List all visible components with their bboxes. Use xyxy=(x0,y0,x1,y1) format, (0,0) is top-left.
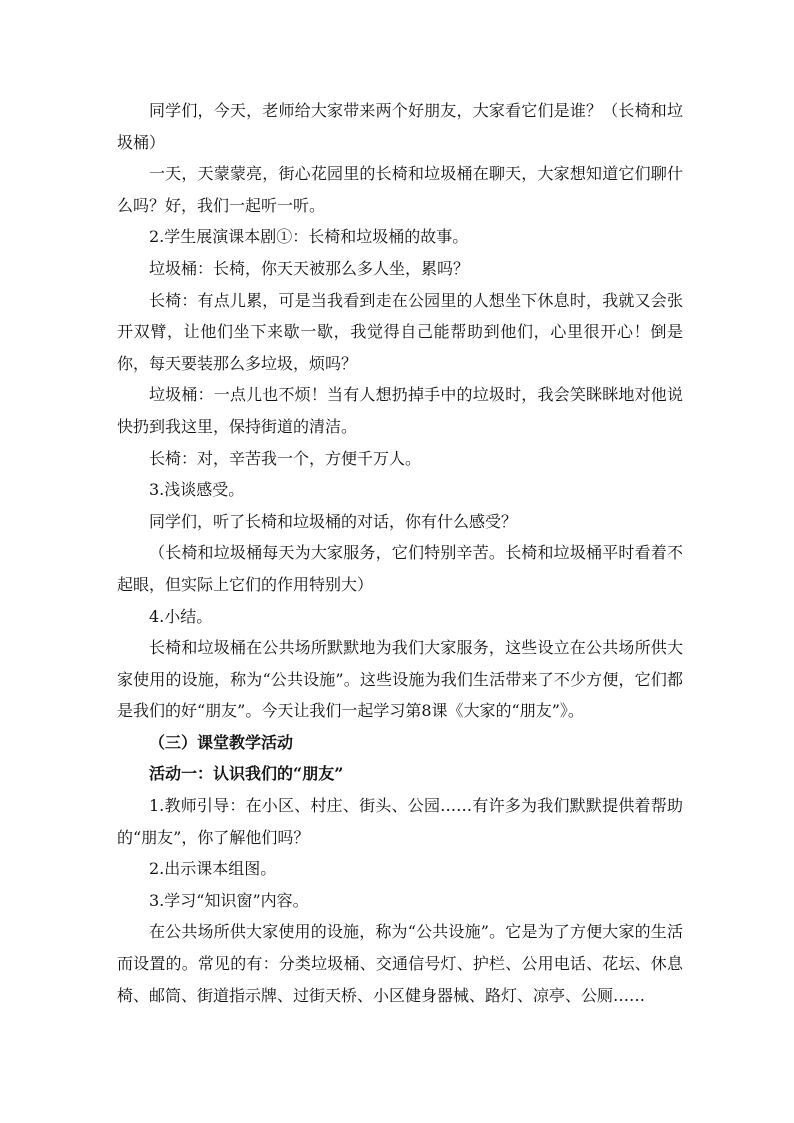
paragraph-step-3: 3.浅谈感受。 xyxy=(149,480,245,500)
paragraph-activity-step-1: 1.教师引导：在小区、村庄、街头、公园……有许多为我们默默提供着帮助的“朋友”，你了解他们吗？ xyxy=(117,796,683,847)
dialogue-trashcan-1: 垃圾桶：长椅，你天天被那么多人坐，累吗？ xyxy=(149,258,470,278)
document-page xyxy=(117,95,683,1011)
paragraph-feeling-question: 同学们，听了长椅和垃圾桶的对话，你有什么感受？ xyxy=(149,511,518,531)
paragraph-feeling-answer: （长椅和垃圾桶每天为大家服务，它们特别辛苦。长椅和垃圾桶平时看着不起眼，但实际上它们的作用特别大） xyxy=(117,543,683,594)
section-heading: （三）课堂教学活动 xyxy=(149,732,294,752)
dialogue-bench-1: 长椅：有点儿累，可是当我看到走在公园里的人想坐下休息时，我就又会张开双臂，让他们坐下来歇一歇，我觉得自己能帮助到他们，心里很开心！倒是你，每天要装那么多垃圾，烦吗？ xyxy=(117,290,683,373)
paragraph-activity-step-3: 3.学习“知识窗”内容。 xyxy=(149,890,309,910)
dialogue-bench-2: 长椅：对，辛苦我一个，方便千万人。 xyxy=(149,448,422,468)
paragraph-summary: 长椅和垃圾桶在公共场所默默地为我们大家服务，这些设立在公共场所供大家使用的设施，称为“公共设施”。这些设施为我们生活带来了不少方便，它们都是我们的好“朋友”。今天让我们一起学习第8课《大家的“朋友”》。 xyxy=(117,638,683,721)
paragraph-activity-step-2: 2.出示课本组图。 xyxy=(149,859,277,879)
paragraph-story-intro: 一天，天蒙蒙亮，街心花园里的长椅和垃圾桶在聊天，大家想知道它们聊什么吗？好，我们一起听一听。 xyxy=(117,164,683,215)
activity-heading: 活动一：认识我们的“朋友” xyxy=(149,764,344,784)
paragraph-step-4: 4.小结。 xyxy=(149,606,213,626)
paragraph-intro-question: 同学们，今天，老师给大家带来两个好朋友，大家看它们是谁？（长椅和垃圾桶） xyxy=(117,101,683,152)
dialogue-trashcan-2: 垃圾桶：一点儿也不烦！当有人想扔掉手中的垃圾时，我会笑眯眯地对他说快扔到我这里，保持街道的清洁。 xyxy=(117,385,683,436)
paragraph-step-2: 2.学生展演课本剧①：长椅和垃圾桶的故事。 xyxy=(149,227,469,247)
paragraph-public-facilities: 在公共场所供大家使用的设施，称为“公共设施”。它是为了方便大家的生活而设置的。常见的有：分类垃圾桶、交通信号灯、护栏、公用电话、花坛、休息椅、邮筒、街道指示牌、过街天桥、小区健身器械、路灯、凉亭、公厕…… xyxy=(117,922,683,1005)
